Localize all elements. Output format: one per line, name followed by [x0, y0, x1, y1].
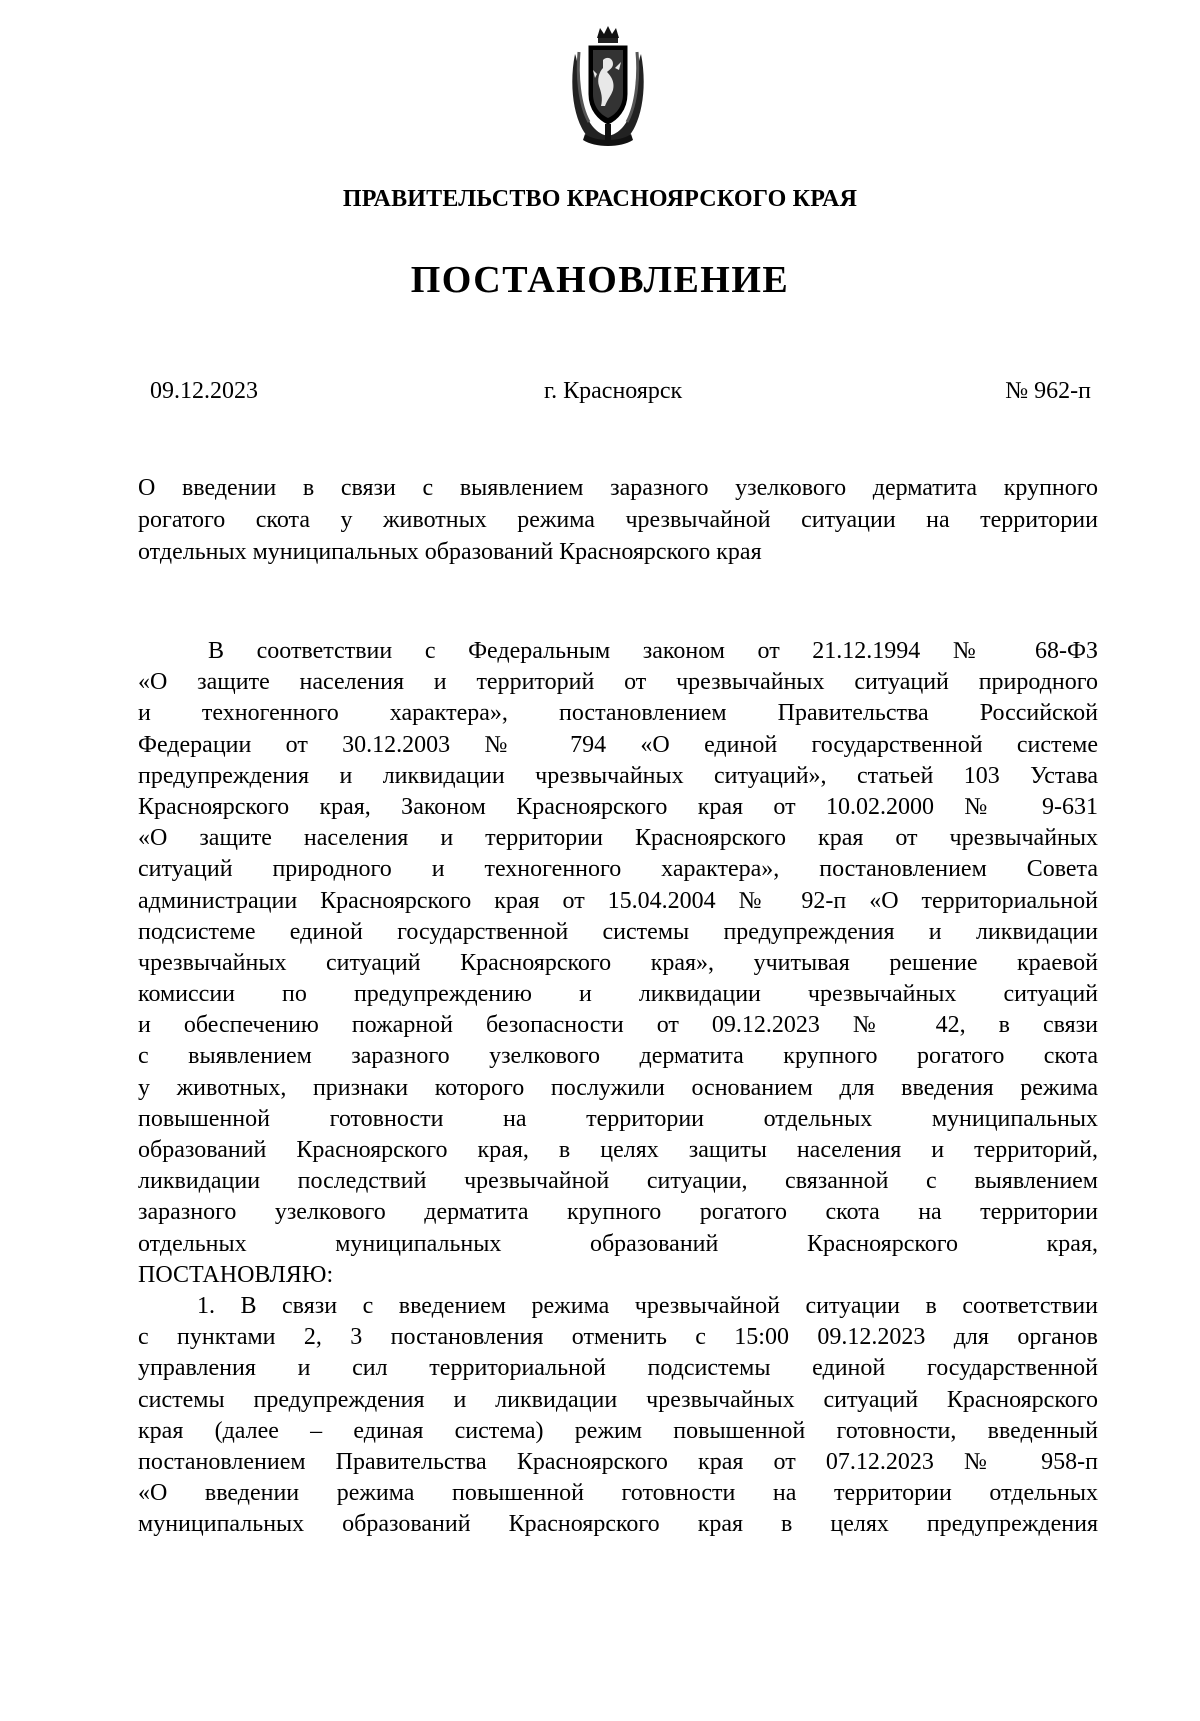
body-line: края (далее – единая система) режим повышенной готовности, введенный	[138, 1417, 1098, 1444]
body-line: у животных, признаки которого послужили основанием для введения режима	[138, 1074, 1098, 1101]
body-line: администрации Красноярского края от 15.04.2004 № 92-п «О территориальной	[138, 887, 1098, 914]
subject-line: рогатого скота у животных режима чрезвычайной ситуации на территории	[138, 507, 1098, 533]
body-line: постановлением Правительства Красноярского края от 07.12.2023 № 958-п	[138, 1448, 1098, 1475]
body-line: «О защите населения и территории Красноярского края от чрезвычайных	[138, 825, 1098, 852]
body-line: В соответствии с Федеральным законом от 21.12.1994 № 68-ФЗ	[208, 638, 1098, 664]
body-line: отдельных муниципальных образований Красноярского края,	[138, 1230, 1098, 1257]
body-line: заразного узелкового дерматита крупного рогатого скота на территории	[138, 1199, 1098, 1226]
body-line: ситуаций природного и техногенного характера», постановлением Совета	[138, 856, 1098, 883]
document-city: г. Красноярск	[544, 378, 683, 404]
body-line: и обеспечению пожарной безопасности от 09.12.2023 № 42, в связи	[138, 1012, 1098, 1039]
body-line: подсистеме единой государственной системы предупреждения и ликвидации	[138, 918, 1098, 945]
body-line: с выявлением заразного узелкового дерматита крупного рогатого скота	[138, 1043, 1098, 1070]
coat-of-arms-icon	[567, 24, 649, 152]
document-type-title: ПОСТАНОВЛЕНИЕ	[410, 259, 790, 301]
subject-line: отдельных муниципальных образований Красноярского края	[138, 539, 762, 565]
document-body	[138, 636, 1098, 1540]
body-line: системы предупреждения и ликвидации чрезвычайных ситуаций Красноярского	[138, 1386, 1098, 1413]
document-meta-row	[150, 378, 1091, 408]
body-line: образований Красноярского края, в целях защиты населения и территорий,	[138, 1137, 1098, 1163]
body-line: «О введении режима повышенной готовности на территории отдельных	[138, 1480, 1098, 1507]
body-line: комиссии по предупреждению и ликвидации чрезвычайных ситуаций	[138, 981, 1098, 1008]
body-line: предупреждения и ликвидации чрезвычайных ситуаций», статьей 103 Устава	[138, 762, 1098, 789]
document-subject	[138, 472, 1098, 568]
document-date: 09.12.2023	[150, 378, 258, 404]
body-line: чрезвычайных ситуаций Красноярского края», учитывая решение краевой	[138, 949, 1098, 976]
body-line: управления и сил территориальной подсистемы единой государственной	[138, 1355, 1098, 1382]
body-line: с пунктами 2, 3 постановления отменить с 15:00 09.12.2023 для органов	[138, 1324, 1098, 1351]
body-line: Красноярского края, Законом Красноярского края от 10.02.2000 № 9-631	[138, 793, 1098, 820]
body-line: «О защите населения и территорий от чрезвычайных ситуаций природного	[138, 669, 1098, 696]
government-title: ПРАВИТЕЛЬСТВО КРАСНОЯРСКОГО КРАЯ	[342, 186, 858, 212]
subject-line: О введении в связи с выявлением заразного узелкового дерматита крупного	[138, 475, 1098, 501]
body-line: 1. В связи с введением режима чрезвычайной ситуации в соответствии	[197, 1292, 1098, 1319]
body-line: и техногенного характера», постановлением Правительства Российской	[138, 700, 1098, 727]
body-line: муниципальных образований Красноярского края в целях предупреждения	[138, 1511, 1098, 1538]
body-line: ликвидации последствий чрезвычайной ситуации, связанной с выявлением	[138, 1168, 1098, 1195]
body-line: повышенной готовности на территории отдельных муниципальных	[138, 1105, 1098, 1132]
document-number: № 962-п	[1005, 378, 1091, 404]
body-line-decree: ПОСТАНОВЛЯЮ:	[138, 1261, 334, 1288]
body-line: Федерации от 30.12.2003 № 794 «О единой государственной системе	[138, 731, 1098, 758]
